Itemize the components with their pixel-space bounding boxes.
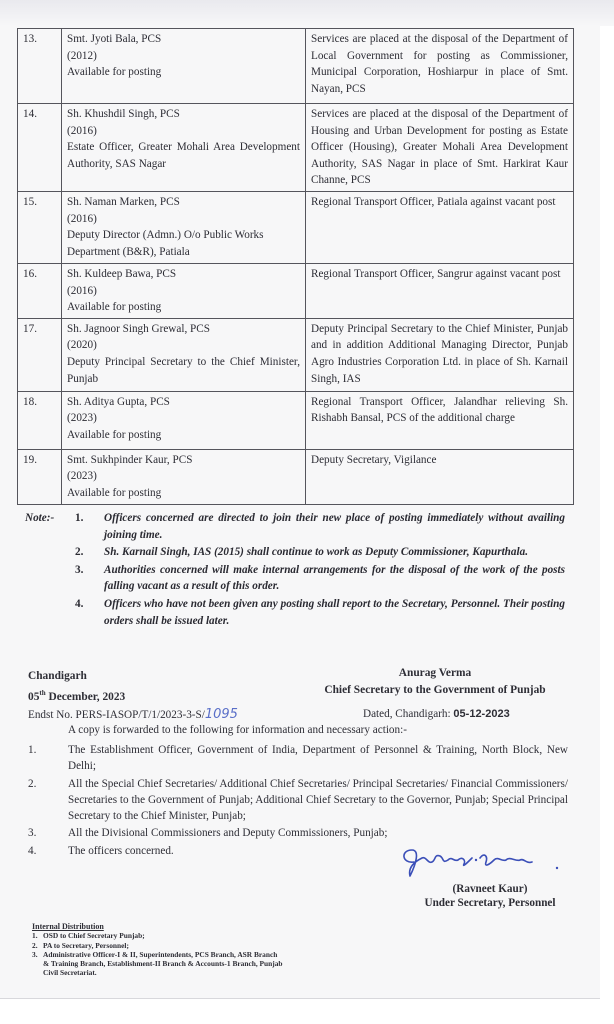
officer-batch: (2012) <box>67 49 97 62</box>
internal-item <box>32 950 283 978</box>
postings-table <box>17 28 574 505</box>
notes-label: Note:- <box>25 512 55 524</box>
officer-current-post: Available for posting <box>67 66 162 79</box>
signatory-name: Anurag Verma <box>398 667 472 679</box>
note-text: Officers who have not been given any posting shall report to the Secretary, Personnel. Their posting orders shall be issued later. <box>104 597 565 627</box>
notes-section <box>25 510 565 630</box>
officer-current-post: Deputy Director (Admn.) O/o Public Works Department (B&R), Patiala <box>67 229 264 258</box>
officer-batch: (2023) <box>67 470 97 483</box>
copy-text: The Establishment Officer, Government of India, Department of Personnel & Training, North Block, New Delhi; <box>68 744 568 773</box>
copy-text: All the Special Chief Secretaries/ Additional Chief Secretaries/ Principal Secretaries/ Financial Commissioners/ Secretaries to the Government of Punjab; Additional Chief Secretary to the Governor, Punjab; Special Principal Secretary to the Chief Minister, Punjab; <box>68 777 568 823</box>
officer-name: Sh. Jagnoor Singh Grewal, PCS <box>67 322 210 335</box>
officer-current-post: Estate Officer, Greater Mohali Area Development Authority, SAS Nagar <box>67 141 300 170</box>
endorsement-line <box>28 706 573 724</box>
internal-text: OSD to Chief Secretary Punjab; <box>43 931 145 941</box>
issue-date-suffix: th <box>39 689 46 697</box>
internal-text: PA to Secretary, Personnel; <box>43 940 129 950</box>
posting-cell: Regional Transport Officer, Jalandhar relieving Sh. Rishabh Bansal, PCS of the additional charge <box>306 391 574 449</box>
copy-number: 3. <box>28 827 37 840</box>
copy-item <box>28 776 568 825</box>
posting-cell: Regional Transport Officer, Sangrur against vacant post <box>306 263 574 318</box>
table-row <box>18 263 574 318</box>
note-number: 4. <box>75 597 84 610</box>
internal-item <box>32 931 283 940</box>
endorsement-number: Endst No. PERS-IASOP/T/1/2023-3-S/ <box>28 709 205 721</box>
scan-shadow <box>0 0 614 26</box>
posting-cell: Services are placed at the disposal of the Department of Local Government for posting as Commissioner, Municipal Corporation, Hoshiarpur in place of Smt. Nayan, PCS <box>306 29 574 104</box>
dated-label: Dated, Chandigarh: <box>363 708 454 720</box>
officer-current-post: Available for posting <box>67 301 162 314</box>
issue-place: Chandigarh <box>28 670 87 682</box>
officer-cell <box>62 29 306 104</box>
officer-batch: (2020) <box>67 339 97 352</box>
table-row <box>18 449 574 504</box>
issue-date-day: 05 <box>28 690 40 703</box>
serial-number: 19. <box>18 449 62 504</box>
copy-item <box>28 825 568 841</box>
note-item <box>75 544 565 561</box>
copy-text: The officers concerned. <box>68 844 174 857</box>
officer-name: Sh. Aditya Gupta, PCS <box>67 395 170 408</box>
handwritten-signature-icon <box>392 842 592 878</box>
serial-number: 16. <box>18 263 62 318</box>
issue-date <box>28 685 125 706</box>
table-row <box>18 29 574 104</box>
officer-batch: (2016) <box>67 124 97 137</box>
endorsement-date <box>363 706 510 723</box>
serial-number: 18. <box>18 391 62 449</box>
internal-text: Administrative Officer-I & II, Superintendents, PCS Branch, ASR Branch & Training Branch, Establishment-II Branch & Accounts-1 Branch, Punjab Civil Secretariat. <box>43 949 283 978</box>
chief-secretary-block <box>300 665 570 699</box>
note-item <box>75 562 565 595</box>
handwritten-number: 1095 <box>204 707 238 722</box>
officer-cell <box>62 104 306 192</box>
note-number: 1. <box>75 512 84 524</box>
table-row <box>18 104 574 192</box>
posting-cell: Regional Transport Officer, Patiala against vacant post <box>306 191 574 263</box>
officer-batch: (2023) <box>67 412 97 425</box>
note-text: Sh. Karnail Singh, IAS (2015) shall continue to work as Deputy Commissioner, Kapurthala. <box>104 546 528 559</box>
internal-distribution <box>32 922 283 978</box>
serial-number: 13. <box>18 29 62 104</box>
internal-item <box>32 941 283 950</box>
internal-number: 3. <box>32 949 38 959</box>
note-item <box>75 510 565 543</box>
posting-cell: Services are placed at the disposal of the Department of Housing and Urban Development for posting as Estate Officer (Housing), Greater Mohali Area Development Authority, SAS Nagar in place of Smt. Harkirat Kaur Channe, PCS <box>306 104 574 192</box>
issue-date-rest: December, 2023 <box>45 690 126 703</box>
officer-cell <box>62 263 306 318</box>
serial-number: 14. <box>18 104 62 192</box>
officer-name: Smt. Jyoti Bala, PCS <box>67 33 162 45</box>
posting-cell: Deputy Secretary, Vigilance <box>306 449 574 504</box>
note-text: Officers concerned are directed to join their new place of posting immediately without availing joining time. <box>104 512 565 541</box>
copy-number: 2. <box>28 777 37 790</box>
officer-current-post: Deputy Principal Secretary to the Chief Minister, Punjab <box>67 355 300 385</box>
officer-batch: (2016) <box>67 284 97 297</box>
officer-name: Sh. Kuldeep Bawa, PCS <box>67 267 177 280</box>
officer-current-post: Available for posting <box>67 486 162 499</box>
copy-number: 1. <box>28 744 37 756</box>
signer-name: (Ravneet Kaur) <box>452 883 528 895</box>
internal-number: 2. <box>32 940 38 950</box>
internal-number: 1. <box>32 931 38 941</box>
issue-place-date <box>28 668 125 706</box>
signer-title: Under Secretary, Personnel <box>424 897 556 909</box>
note-text: Authorities concerned will make internal arrangements for the disposal of the work of the posts falling vacant as a result of this order. <box>104 563 565 593</box>
copy-text: All the Divisional Commissioners and Deputy Commissioners, Punjab; <box>68 827 388 840</box>
posting-cell: Deputy Principal Secretary to the Chief Minister, Punjab and in addition Additional Managing Director, Punjab Agro Industries Corporation Ltd. in place of Sh. Karnail Singh, IAS <box>306 318 574 391</box>
officer-cell <box>62 391 306 449</box>
officer-cell <box>62 318 306 391</box>
serial-number: 15. <box>18 191 62 263</box>
note-item <box>75 596 565 629</box>
internal-heading: Internal Distribution <box>32 922 104 931</box>
table-row <box>18 318 574 391</box>
under-secretary-block <box>400 882 580 910</box>
officer-name: Smt. Sukhpinder Kaur, PCS <box>67 453 193 466</box>
officer-current-post: Available for posting <box>67 428 162 441</box>
note-number: 2. <box>75 546 84 559</box>
table-row <box>18 391 574 449</box>
officer-name: Sh. Naman Marken, PCS <box>67 195 180 208</box>
forward-text: A copy is forwarded to the following for information and necessary action:- <box>68 724 407 736</box>
table-row <box>18 191 574 263</box>
officer-name: Sh. Khushdil Singh, PCS <box>67 108 180 120</box>
signatory-title: Chief Secretary to the Government of Punjab <box>324 684 546 696</box>
serial-number: 17. <box>18 318 62 391</box>
officer-cell <box>62 449 306 504</box>
officer-batch: (2016) <box>67 212 97 225</box>
officer-cell <box>62 191 306 263</box>
copy-number: 4. <box>28 844 37 857</box>
note-number: 3. <box>75 563 84 576</box>
copy-item <box>28 742 568 775</box>
dated-value: 05-12-2023 <box>453 708 510 720</box>
